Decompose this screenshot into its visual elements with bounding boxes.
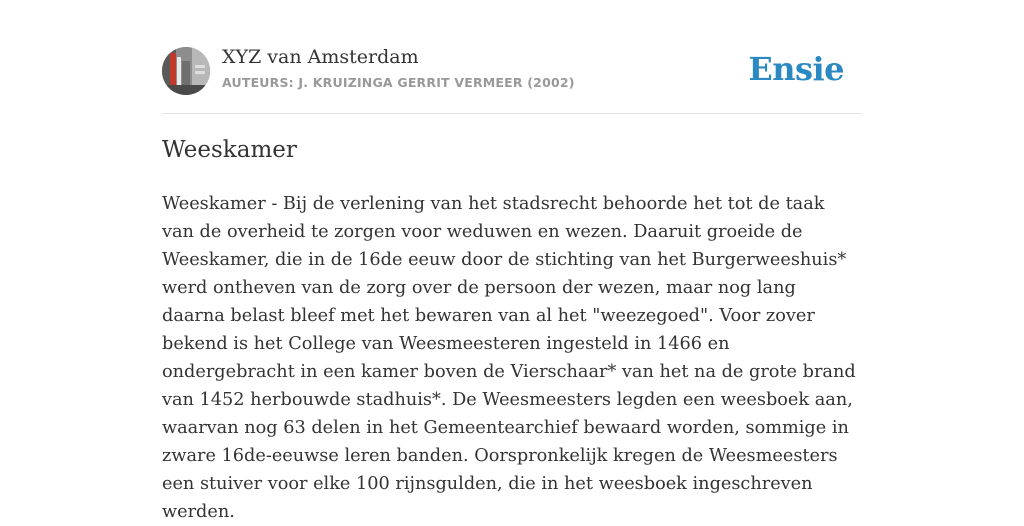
page-title: Weeskamer <box>162 137 297 163</box>
header-divider <box>162 113 862 114</box>
book-cover-image <box>162 47 210 95</box>
authors-line: AUTEURS: J. KRUIZINGA GERRIT VERMEER (2002) <box>222 75 575 90</box>
book-title[interactable]: XYZ van Amsterdam <box>222 46 419 68</box>
entry-body: Weeskamer - Bij de verlening van het stadsrecht behoorde het tot de taak van de overheid te zorgen voor weduwen en wezen. Daaruit groeide de Weeskamer, die in de 16de eeuw door de stichting van het Burgerweeshuis* werd ontheven van de zorg over de persoon der wezen, maar nog lang daarna belast bleef met het bewaren van al het "weezegoed". Voor zover bekend is het College van Weesmeesteren ingesteld in 1466 en ondergebracht in een kamer boven de Vierschaar* van het na de grote brand van 1452 herbouwde stadhuis*. De Weesmeesters legden een weesboek aan, waarvan nog 63 delen in het Gemeentearchief bewaard worden, sommige in zware 16de-eeuwse leren banden. Oorspronkelijk kregen de Weesmeesters een stuiver voor elke 100 rijnsgulden, die in het weesboek ingeschreven werden. <box>162 194 856 522</box>
page-header <box>162 46 862 96</box>
book-cover-icon[interactable] <box>162 47 210 95</box>
ensie-logo[interactable]: Ensie <box>748 50 844 88</box>
